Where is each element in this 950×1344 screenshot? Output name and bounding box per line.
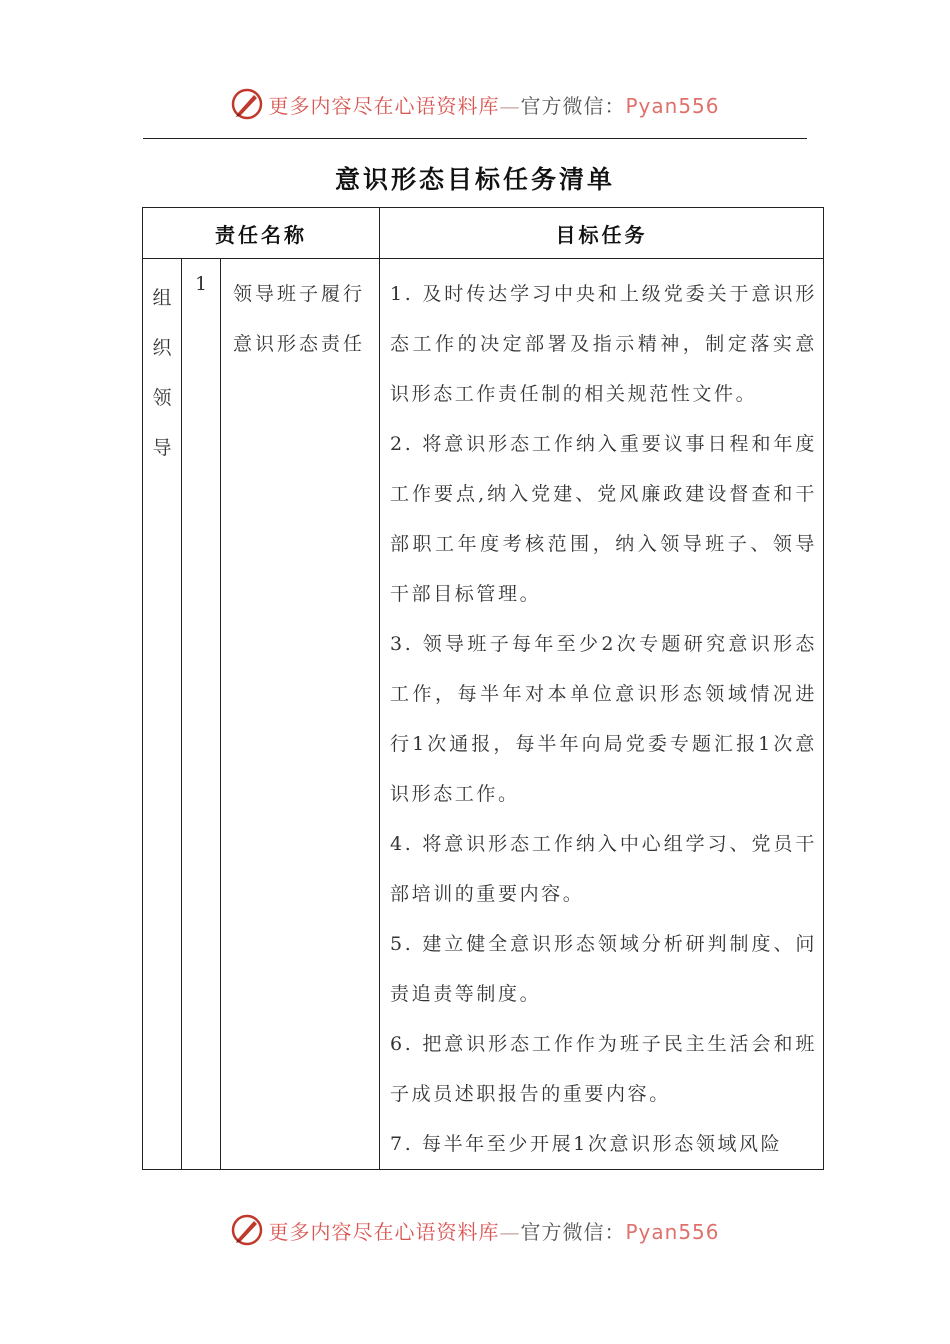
task-item: 5. 建立健全意识形态领域分析研判制度、问责追责等制度。 bbox=[390, 933, 817, 1005]
banner-text: 更多内容尽在心语资料库—官方微信：Pyan556 bbox=[268, 93, 720, 118]
footer-banner bbox=[0, 1210, 950, 1250]
category-char: 导 bbox=[152, 437, 172, 459]
task-item: 1. 及时传达学习中央和上级党委关于意识形态工作的决定部署及指示精神，制定落实意识形态工作责任制的相关规范性文件。 bbox=[390, 283, 817, 405]
row-number: 1 bbox=[194, 273, 208, 295]
header-tasks: 目标任务 bbox=[380, 208, 824, 259]
task-item: 2. 将意识形态工作纳入重要议事日程和年度工作要点,纳入党建、党风廉政建设督查和干部职工年度考核范围，纳入领导班子、领导干部目标管理。 bbox=[390, 433, 817, 605]
category-char: 织 bbox=[152, 337, 172, 359]
header-responsibility: 责任名称 bbox=[143, 208, 380, 259]
task-item: 4. 将意识形态工作纳入中心组学习、党员干部培训的重要内容。 bbox=[390, 833, 817, 905]
header-banner bbox=[0, 84, 950, 124]
row-number-cell bbox=[182, 259, 221, 1170]
category-char: 领 bbox=[152, 387, 172, 409]
task-item: 6. 把意识形态工作作为班子民主生活会和班子成员述职报告的重要内容。 bbox=[390, 1033, 817, 1105]
pen-logo-icon bbox=[230, 87, 264, 121]
category-cell bbox=[143, 259, 182, 1170]
header-rule bbox=[143, 138, 807, 139]
task-item: 7. 每半年至少开展1次意识形态领域风险 bbox=[390, 1133, 783, 1155]
responsibility-name: 领导班子履行意识形态责任 bbox=[233, 283, 366, 355]
table-header-row bbox=[143, 208, 824, 259]
category-char: 组 bbox=[152, 287, 172, 309]
task-table bbox=[142, 207, 824, 1170]
banner-text: 更多内容尽在心语资料库—官方微信：Pyan556 bbox=[268, 1219, 720, 1244]
tasks-cell bbox=[380, 259, 824, 1170]
responsibility-cell bbox=[221, 259, 380, 1170]
pen-logo-icon bbox=[230, 1213, 264, 1247]
page-title: 意识形态目标任务清单 bbox=[334, 165, 615, 194]
task-item: 3. 领导班子每年至少2次专题研究意识形态工作，每半年对本单位意识形态领域情况进行1次通报，每半年向局党委专题汇报1次意识形态工作。 bbox=[390, 633, 817, 805]
table-row bbox=[143, 259, 824, 1170]
